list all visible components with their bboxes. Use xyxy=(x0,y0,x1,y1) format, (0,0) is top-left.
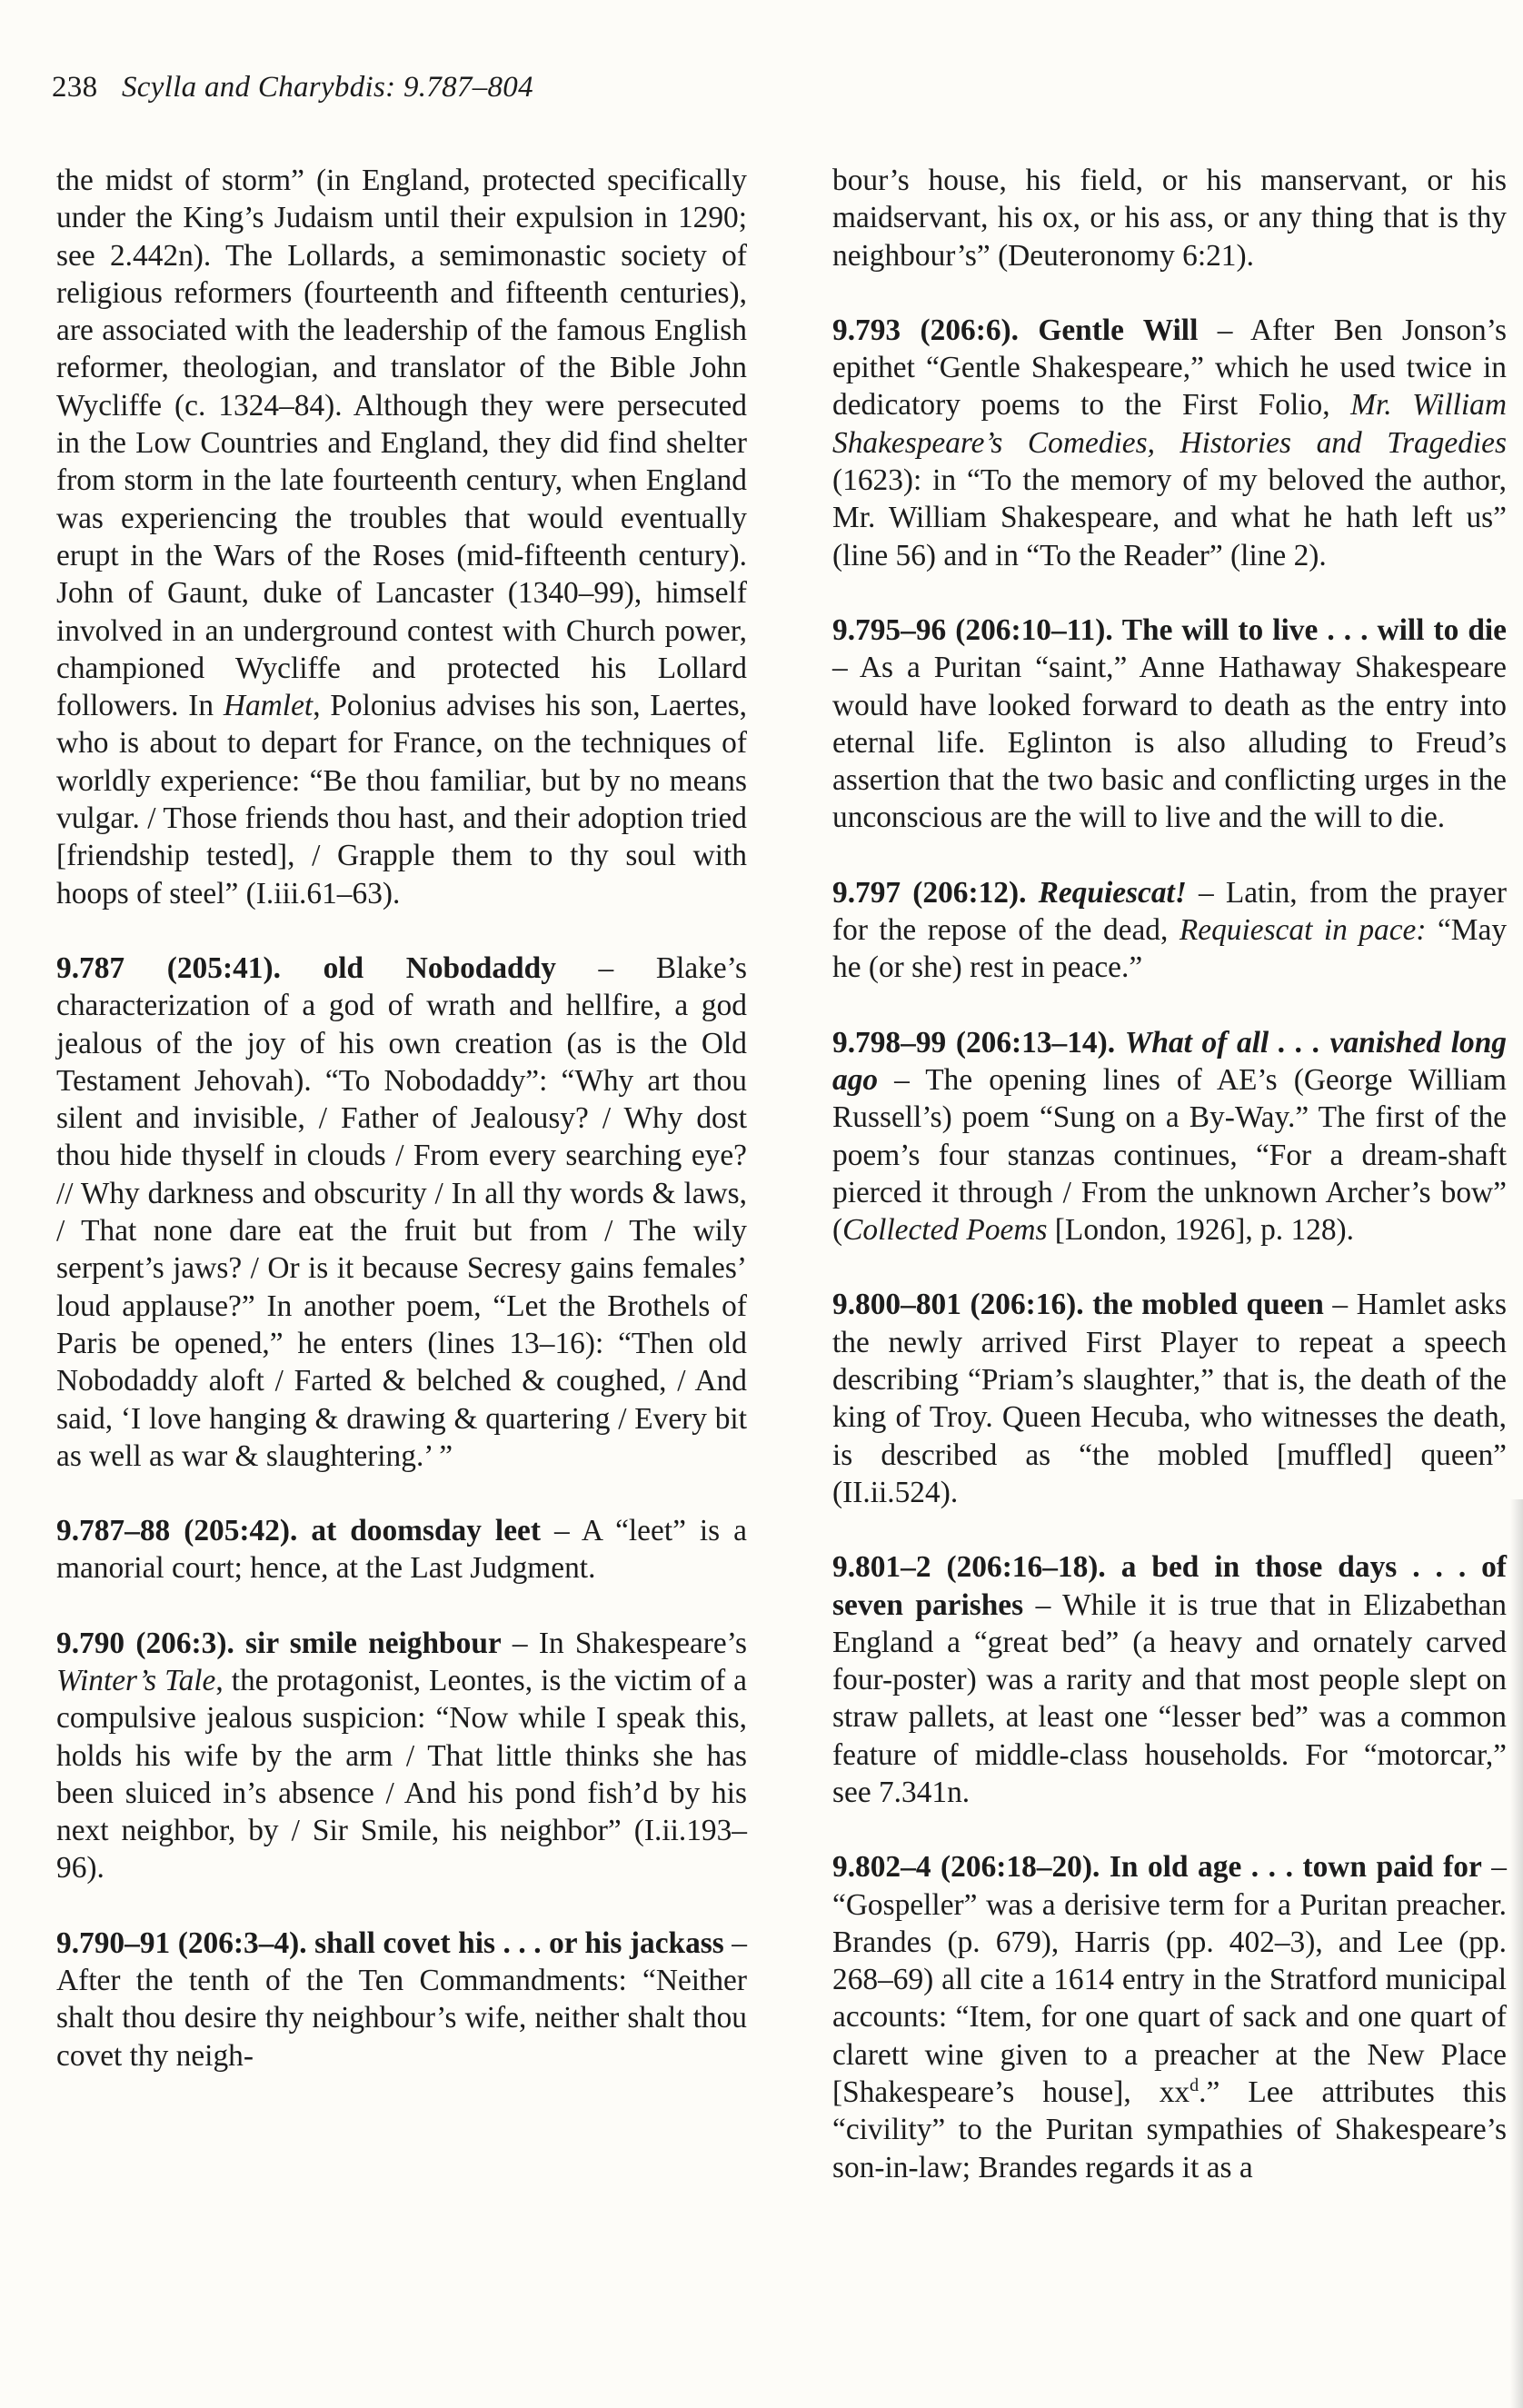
pence-superscript: d xyxy=(1190,2075,1199,2095)
note-body: After the tenth of the Ten Commandments: “Neither shalt thou desire thy neighbour’s wife, neither shalt thou covet thy neigh- xyxy=(56,1964,747,2073)
note-body: The opening lines of AE’s (George William Russell’s) poem “Sung on a By-Way.” The first of the poem’s four stanzas continues, “For a dream-shaft pierced it through / From the unknown Archer’s bow” ( xyxy=(832,1062,1507,1248)
continued-paragraph: the midst of storm” (in England, protected specifically under the King’s Judaism until their expulsion in 1290; see 2.442n). The Lollards, a semimonastic society of religious reformers (fourteenth and fifteenth centuries), are associated with the leadership of the famous English reformer, theologian, and translator of the Bible John Wycliffe (c. 1324–84). Although they were persecuted in the Low Countries and England, they did find shelter from storm in the late fourteenth century, when England was experiencing the troubles that would eventually erupt in the Wars of the Roses (mid-fifteenth century). John of Gaunt, duke of Lancaster (1340–99), himself involved in an underground contest with Church power, championed Wycliffe and protected his Lollard followers. In Hamlet, Polonius advises his son, Laertes, who is about to depart for France, on the techniques of worldly experience: “Be thou familiar, but by no means vulgar. / Those friends thou hast, and their adoption tried [friendship tested], / Grapple them to thy soul with hoops of steel” (I.iii.61–63). xyxy=(56,164,747,910)
running-title: Scylla and Charybdis: 9.787–804 xyxy=(121,71,533,104)
continued-paragraph: bour’s house, his field, or his manservant, or his maidservant, his ox, or his ass, or any thing that is thy neighbour’s” (Deuteronomy 6:21). xyxy=(832,164,1507,273)
note-entry: 9.790 (206:3). sir smile neighbour – In Shakespeare’s Winter’s Tale, the protagonist, Leontes, is the victim of a compulsive jealous suspicion: “Now while I speak this, holds his wife by the arm / That little thinks she has been sluiced in’s absence / And his pond fish’d by his next neighbor, by / Sir Smile, his neighbor” (I.ii.193–96). xyxy=(56,1626,748,1886)
note-body: As a Puritan “saint,” Anne Hathaway Shakespeare would have looked forward to death as the entry into eternal life. Eglinton is also alluding to Freud’s assertion that the two basic and conflicting urges in the unconscious are the will to live and the will to die. xyxy=(832,651,1508,835)
right-column xyxy=(832,162,1507,2224)
note-reference: 9.800–801 (206:16). xyxy=(832,1288,1084,1322)
running-header xyxy=(52,71,533,104)
left-column xyxy=(56,162,747,2112)
note-entry: 9.802–4 (206:18–20). In old age . . . town paid for – “Gospeller” was a derisive term for a Puritan preacher. Brandes (p. 679), Harris (pp. 402–3), and Lee (pp. 268–69) all cite a 1614 entry in the Stratford municipal accounts: “Item, for one quart of sack and one quart of clarett wine given to a preacher at the New Place [Shakespeare’s house], $xx^d$.” Lee attributes this “civility” to the Puritan sympathies of Shakespeare’s son-in-law; Brandes regards it as a xyxy=(832,1850,1507,2184)
note-reference: 9.787 (205:41). xyxy=(56,950,281,985)
note-body: A “leet” is a manorial court; hence, at the Last Judgment. xyxy=(56,1514,747,1586)
note-reference: 9.801–2 (206:16–18). xyxy=(832,1550,1106,1585)
note-lemma: Gentle Will xyxy=(1038,313,1199,347)
page-edge-shadow xyxy=(1510,1499,1523,2408)
note-lemma: shall covet his . . . or his jackass xyxy=(314,1925,724,1960)
note-reference: 9.787–88 (205:42). xyxy=(56,1514,298,1548)
note-lemma: sir smile neighbour xyxy=(245,1626,502,1660)
note-body: Latin, from the prayer for the repose of the dead, xyxy=(832,875,1507,948)
note-lemma: In old age . . . town paid for xyxy=(1109,1850,1482,1885)
note-reference: 9.798–99 (206:13–14). xyxy=(832,1025,1116,1060)
work-title: Collected Poems xyxy=(842,1213,1048,1248)
work-title: Winter’s Tale xyxy=(56,1663,216,1697)
note-body: “Gospeller” was a derisive term for a Puritan preacher. Brandes (p. 679), Harris (pp. 402–3), and Lee (pp. 268–69) all cite a 1614 entry in the Stratford municipal accounts: “Item, for one quart of sack and one quart of clarett wine given to a preacher at the New Place [Shakespeare’s house], xx xyxy=(832,1887,1507,2110)
note-lemma: the mobled queen xyxy=(1092,1288,1324,1322)
note-body: Hamlet asks the newly arrived First Player to repeat a speech describing “Priam’s slaughter,” that is, the death of the king of Troy. Queen Hecuba, who witnesses the death, is described as “the mobled [muffled] queen” (II.ii.524). xyxy=(832,1288,1507,1509)
note-entry: 9.793 (206:6). Gentle Will – After Ben Jonson’s epithet “Gentle Shakespeare,” which he used twice in dedicatory poems to the First Folio, Mr. William Shakespeare’s Comedies, Histories and Tragedies (1623): in “To the memory of my beloved the author, Mr. William Shakespeare, and what he hath left us” (line 56) and in “To the Reader” (line 2). xyxy=(832,313,1507,572)
note-reference: 9.790 (206:3). xyxy=(56,1626,234,1660)
note-body: After Ben Jonson’s epithet “Gentle Shakespeare,” which he used twice in dedicatory poems to the First Folio, xyxy=(832,313,1507,423)
note-reference: 9.797 (206:12). xyxy=(832,875,1027,910)
note-lemma: a bed in those days . . . of seven parishes xyxy=(832,1550,1507,1622)
note-reference: 9.793 (206:6). xyxy=(832,313,1019,347)
note-entry: 9.787 (205:41). old Nobodaddy – Blake’s characterization of a god of wrath and hellfire, a god jealous of the joy of his own creation (as is the Old Testament Jehovah). “To Nobodaddy”: “Why art thou silent and invisible, / Father of Jealousy? / Why dost thou hide thyself in clouds / From every searching eye? // Why darkness and obscurity / In all thy words & laws, / That none dare eat the fruit but from / The wily serpent’s jaws? / Or is it because Secresy gains females’ loud applause?” In another poem, “Let the Brothels of Paris be opened,” he enters (lines 13–16): “Then old Nobodaddy aloft / Farted & belched & coughed, / And said, ‘I love hanging & drawing & quartering / Every bit as well as war & slaughtering.’ ” xyxy=(56,950,747,1473)
note-entry: 9.790–91 (206:3–4). shall covet his . . . or his jackass – After the tenth of the Ten Commandments: “Neither shalt thou desire thy neighbour’s wife, neither shalt thou covet thy neigh- xyxy=(56,1925,747,2073)
note-entry: 9.798–99 (206:13–14). What of all . . . vanished long ago – The opening lines of AE’s (George William Russell’s) poem “Sung on a By-Way.” The first of the poem’s four stanzas continues, “For a dream-shaft pierced it through / From the unknown Archer’s bow” (Collected Poems [London, 1926], p. 128). xyxy=(832,1025,1507,1248)
latin-phrase: Requiescat in pace: xyxy=(1179,913,1427,948)
note-entry: 9.801–2 (206:16–18). a bed in those days . . . of seven parishes – While it is true that in Elizabethan England a “great bed” (a heavy and ornately carved four-poster) was a rarity and that most people slept on straw pallets, at least one “lesser bed” was a common feature of middle-class households. For “motorcar,” see 7.341n. xyxy=(832,1550,1507,1809)
note-entry: 9.787–88 (205:42). at doomsday leet – A “leet” is a manorial court; hence, at the Last Judgment. xyxy=(56,1514,747,1586)
note-body: Blake’s characterization of a god of wrath and hellfire, a god jealous of the joy of his own creation (as is the Old Testament Jehovah). “To Nobodaddy”: “Why art thou silent and invisible, / Father of Jealousy? / Why dost thou hide thyself in clouds / From every searching eye? // Why darkness and obscurity / In all thy words & laws, / That none dare eat the fruit but from / The wily serpent’s jaws? / Or is it because Secresy gains females’ loud applause?” In another poem, “Let the Brothels of Paris be opened,” he enters (lines 13–16): “Then old Nobodaddy aloft / Farted & belched & coughed, / And said, ‘I love hanging & drawing & quartering / Every bit as well as war & slaughtering.’ ” xyxy=(56,950,747,1473)
note-entry: 9.797 (206:12). Requiescat! – Latin, from the prayer for the repose of the dead, Requiescat in pace: “May he (or she) rest in peace.” xyxy=(832,875,1508,985)
note-reference: 9.790–91 (206:3–4). xyxy=(56,1925,307,1960)
note-entry: 9.800–801 (206:16). the mobled queen – Hamlet asks the newly arrived First Player to repeat a speech describing “Priam’s slaughter,” that is, the death of the king of Troy. Queen Hecuba, who witnesses the death, is described as “the mobled [muffled] queen” (II.ii.524). xyxy=(832,1288,1507,1509)
work-title: Hamlet xyxy=(223,689,314,723)
page-number: 238 xyxy=(52,71,98,104)
note-lemma: The will to live . . . will to die xyxy=(1121,612,1507,647)
note-lemma: at doomsday leet xyxy=(311,1514,541,1548)
note-body: While it is true that in Elizabethan England a “great bed” (a heavy and ornately carved four-poster) was a rarity and that most people slept on straw pallets, at least one “lesser bed” was a common feature of middle-class households. For “motorcar,” see 7.341n. xyxy=(832,1587,1507,1809)
note-body: In Shakespeare’s xyxy=(538,1626,747,1660)
note-lemma: Requiescat! xyxy=(1038,875,1187,910)
note-entry: 9.795–96 (206:10–11). The will to live . . . will to die – As a Puritan “saint,” Anne Hathaway Shakespeare would have looked forward to death as the entry into eternal life. Eglinton is also alluding to Freud’s assertion that the two basic and conflicting urges in the unconscious are the will to live and the will to die. xyxy=(832,612,1508,835)
note-reference: 9.802–4 (206:18–20). xyxy=(832,1850,1100,1885)
work-title: Mr. William Shakespeare’s Comedies, Histories and Tragedies xyxy=(832,388,1507,460)
note-lemma: old Nobodaddy xyxy=(323,950,556,985)
note-lemma: What of all . . . vanished long ago xyxy=(832,1025,1507,1097)
note-reference: 9.795–96 (206:10–11). xyxy=(832,612,1113,647)
